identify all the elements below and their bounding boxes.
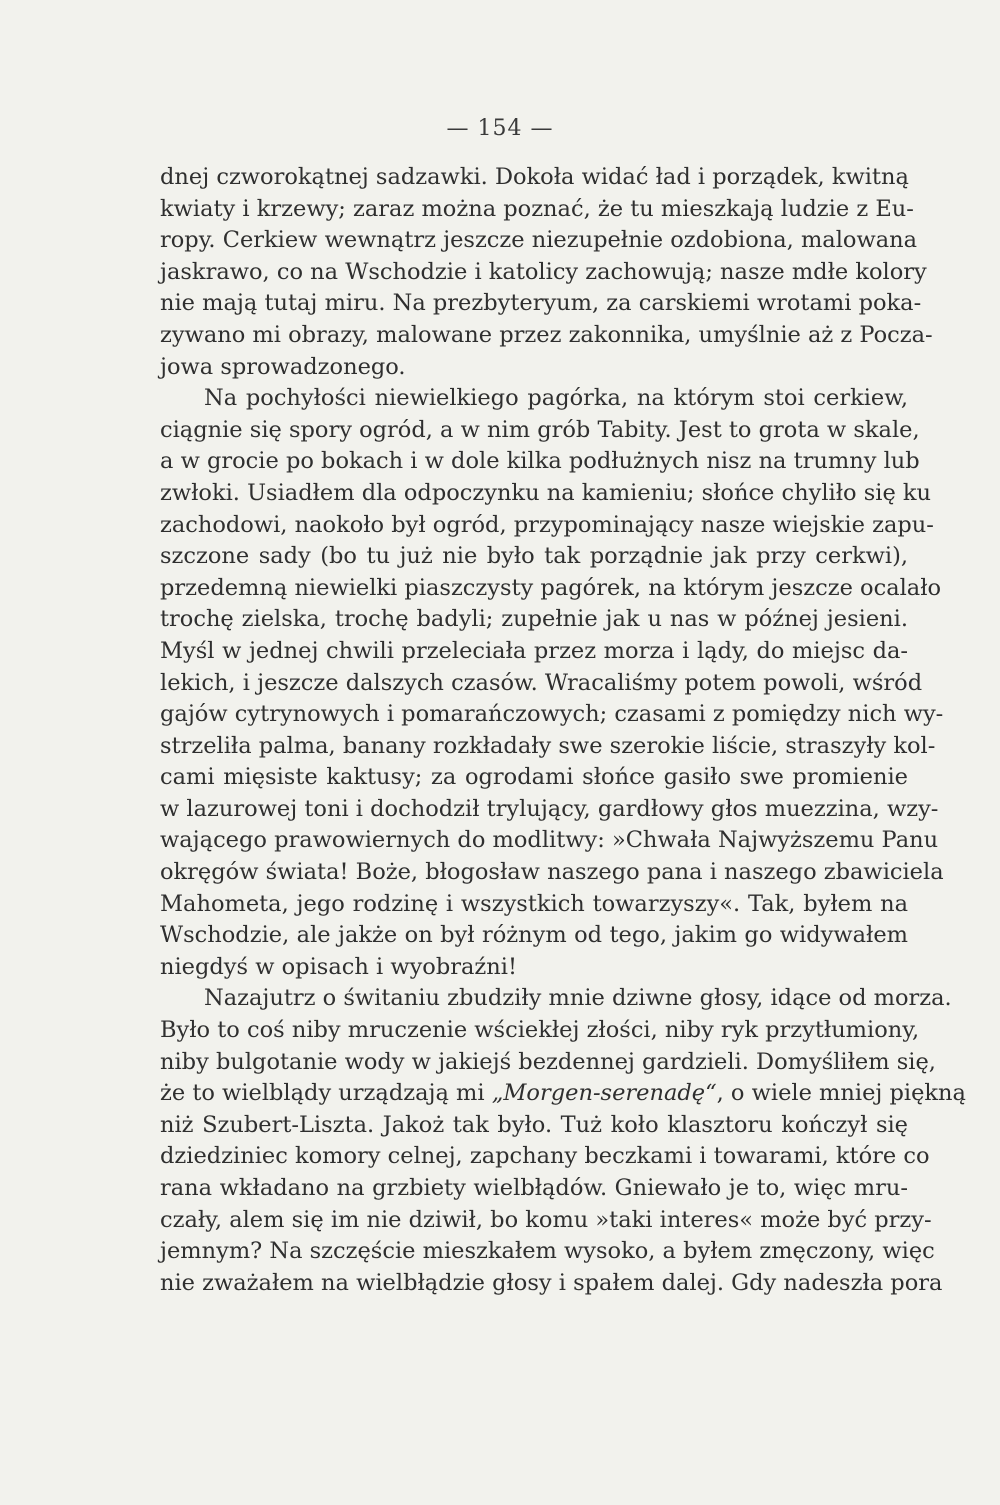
text-line: niegdyś w opisach i wyobraźni! xyxy=(160,953,518,980)
text-line: w lazurowej toni i dochodził trylujący, gardłowy głos muezzina, wzy- xyxy=(160,795,939,822)
text-line: rana wkładano na grzbiety wielbłądów. Gniewało je to, więc mru- xyxy=(160,1175,908,1201)
text-line: lekich, i jeszcze dalszych czasów. Wracaliśmy potem powoli, wśród xyxy=(160,669,923,696)
text-line: niby bulgotanie wody w jakiejś bezdennej gardzieli. Domyśliłem się, xyxy=(160,1048,936,1075)
text-line: kwiaty i krzewy; zaraz można poznać, że tu mieszkają ludzie z Eu- xyxy=(160,195,914,222)
text-line: okręgów świata! Boże, błogosław naszego pana i naszego zbawiciela xyxy=(160,859,944,886)
text-line: a w grocie po bokach i w dole kilka podłużnych nisz na trumny lub xyxy=(160,448,920,475)
text-line: Było to coś niby mruczenie wściekłej złości, niby ryk przytłumiony, xyxy=(160,1017,920,1044)
text-line: zachodowi, naokoło był ogród, przypominający nasze wiejskie zapu- xyxy=(160,511,934,538)
text-line: niż Szubert-Liszta. Jakoż tak było. Tuż koło klasztoru kończył się xyxy=(160,1111,908,1138)
italic-title: „Morgen-serenadę“ xyxy=(491,1080,717,1107)
text-line: dnej czworokątnej sadzawki. Dokoła widać ład i porządek, kwitną xyxy=(160,164,909,190)
page-number: — 154 — xyxy=(446,116,554,141)
line-start: że to wielblądy urządzają mi xyxy=(160,1080,492,1107)
text-line: Nazajutrz o świtaniu zbudziły mnie dziwne głosy, idące od morza. xyxy=(204,985,952,1012)
text-line: strzeliła palma, banany rozkładały swe szerokie liście, straszyły kol- xyxy=(160,732,936,759)
text-line: Myśl w jednej chwili przeleciała przez morza i lądy, do miejsc da- xyxy=(160,637,908,664)
text-line: nie zważałem na wielbłądzie głosy i spałem dalej. Gdy nadeszła pora xyxy=(160,1269,943,1296)
text-line: zywano mi obrazy, malowane przez zakonnika, umyślnie aż z Pocza- xyxy=(160,321,933,348)
text-line: ropy. Cerkiew wewnątrz jeszcze niezupełnie ozdobiona, malowana xyxy=(160,227,918,254)
text-line: jemnym? Na szczęście mieszkałem wysoko, a byłem zmęczony, więc xyxy=(160,1238,935,1265)
text-line: dziedziniec komory celnej, zapchany beczkami i towarami, które co xyxy=(160,1143,930,1170)
line-end: , o wiele mniej piękną xyxy=(716,1080,966,1107)
text-line: jaskrawo, co na Wschodzie i katolicy zachowują; nasze mdłe kolory xyxy=(160,258,927,285)
text-line: zwłoki. Usiadłem dla odpoczynku na kamieniu; słońce chyliło się ku xyxy=(160,479,932,506)
text-line: ciągnie się spory ogród, a w nim grób Tabity. Jest to grota w skale, xyxy=(160,416,920,443)
text-line: przedemną niewielki piaszczysty pagórek, na którym jeszcze ocalało xyxy=(160,574,942,601)
text-line: nie mają tutaj miru. Na prezbyteryum, za carskiemi wrotami poka- xyxy=(160,290,922,317)
text-line: Mahometa, jego rodzinę i wszystkich towarzyszy«. Tak, byłem na xyxy=(160,890,908,917)
text-line: jowa sprowadzonego. xyxy=(160,353,406,380)
text-line: Na pochyłości niewielkiego pagórka, na którym stoi cerkiew, xyxy=(204,385,908,412)
text-line: gajów cytrynowych i pomarańczowych; czasami z pomiędzy nich wy- xyxy=(160,701,944,728)
text-line-with-italic xyxy=(160,1078,966,1110)
text-line: Wschodzie, ale jakże on był różnym od tego, jakim go widywałem xyxy=(160,922,908,949)
text-line: czały, alem się im nie dziwił, bo komu »taki interes« może być przy- xyxy=(160,1206,932,1233)
text-line: wającego prawowiernych do modlitwy: »Chwała Najwyższemu Panu xyxy=(160,827,939,854)
text-line: szczone sady (bo tu już nie było tak porządnie jak przy cerkwi), xyxy=(160,543,908,570)
text-line: cami mięsiste kaktusy; za ogrodami słońce gasiło swe promienie xyxy=(160,764,908,791)
text-line: trochę zielska, trochę badyli; zupełnie jak u nas w późnej jesieni. xyxy=(160,606,908,633)
body-text xyxy=(160,162,966,1299)
